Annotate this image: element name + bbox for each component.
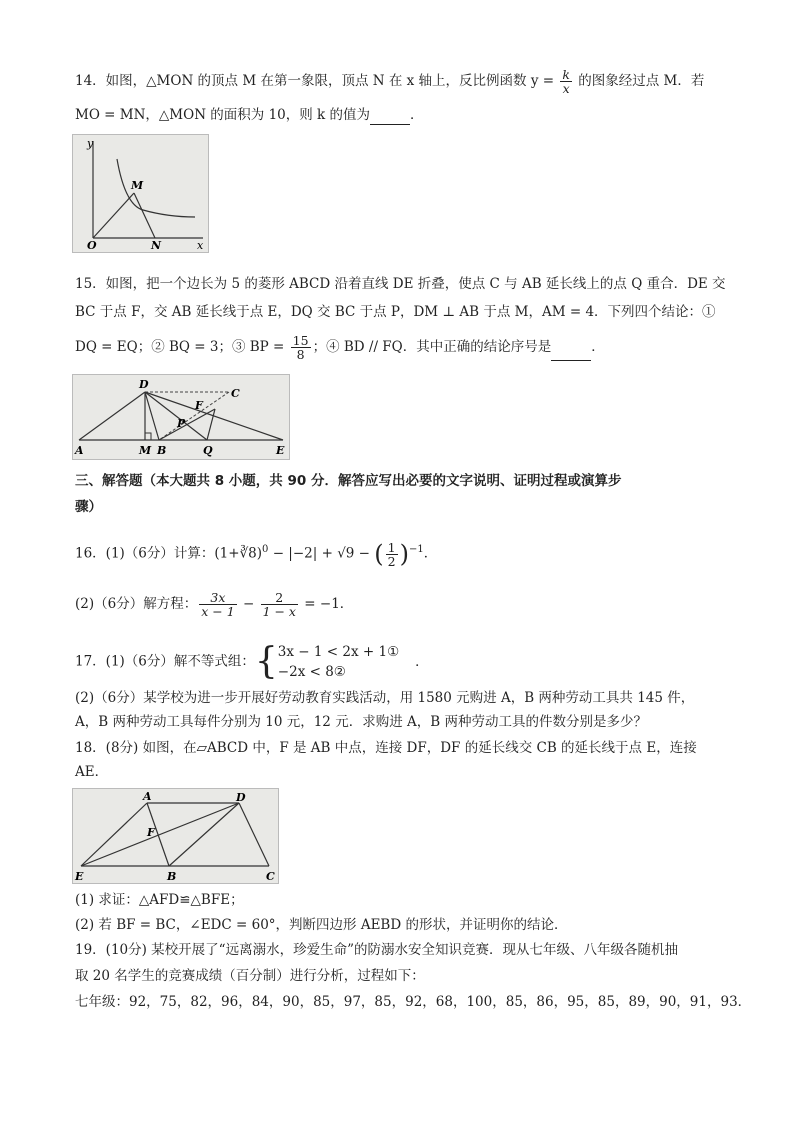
q18-line2: AE． bbox=[75, 764, 109, 780]
right-angle-mark bbox=[145, 433, 151, 440]
q15-diagram bbox=[73, 375, 289, 459]
q18-part2: (2) 若 BF = BC，∠EDC = 60°，判断四边形 AEBD 的形状，并证明你的结论． bbox=[75, 917, 568, 933]
q17-part2-line1: (2)（6分）某学校为进一步开展好劳动教育实践活动，用 1580 元购进 A，B 两种劳动工具共 145 件， bbox=[75, 690, 695, 706]
q14-text-a: 14．如图，△MON 的顶点 M 在第一象限，顶点 N 在 x 轴上，反比例函数 y = bbox=[75, 73, 559, 89]
q14-answer-blank bbox=[370, 110, 410, 125]
label-y: y bbox=[87, 137, 94, 150]
q14-fraction: $\frac{k}{x}$ bbox=[562, 67, 570, 96]
label-e: E bbox=[276, 444, 285, 457]
label-m: M bbox=[139, 444, 152, 457]
q19-line1: 19．(10分) 某校开展了“远离溺水，珍爱生命”的防溺水安全知识竞赛．现从七年级、八年级各随机抽 bbox=[75, 942, 678, 958]
q19-line2: 取 20 名学生的竞赛成绩（百分制）进行分析，过程如下： bbox=[75, 968, 425, 984]
q15-answer-blank bbox=[551, 346, 591, 361]
label-m: M bbox=[131, 179, 144, 192]
segment-ea bbox=[81, 803, 147, 866]
q17-part2-line2: A，B 两种劳动工具每件分别为 10 元，12 元．求购进 A，B 两种劳动工具的件数分别是多少？ bbox=[75, 714, 647, 730]
segment-de bbox=[145, 392, 283, 440]
section3-title-line1: 三、解答题（本大题共 8 小题，共 90 分．解答应写出必要的文字说明、证明过程或演算步 bbox=[75, 473, 622, 489]
label-q: Q bbox=[203, 444, 213, 457]
q14-graph bbox=[73, 135, 208, 252]
q18-part1: (1) 求证：△AFD≌△BFE； bbox=[75, 892, 244, 908]
q18-line1: 18．(8分) 如图，在▱ABCD 中，F 是 AB 中点，连接 DF，DF 的延长线交 CB 的延长线于点 E，连接 bbox=[75, 740, 697, 756]
q14-line2: MO = MN，△MON 的面积为 10，则 k 的值为 ． bbox=[75, 107, 424, 123]
segment-cb bbox=[159, 392, 229, 440]
label-e: E bbox=[75, 870, 84, 883]
q16-expr-a: (1+∛8) bbox=[214, 545, 263, 562]
segment-ed bbox=[81, 803, 239, 866]
q15-fraction: $\frac{15}{8}$ bbox=[292, 333, 309, 362]
label-x: x bbox=[197, 239, 204, 252]
section3-title-line2: 骤） bbox=[75, 499, 102, 515]
q16-frac2: $\frac{2}{1 - x}$ bbox=[262, 590, 296, 619]
segment-om bbox=[93, 193, 134, 238]
segment-ad bbox=[79, 392, 145, 440]
inequality-2: −2x < 8② bbox=[277, 664, 346, 680]
segment-dc bbox=[239, 803, 269, 866]
q17-part1: 17．(1)（6分）解不等式组：{ 3x − 1 < 2x + 1① −2x < 8② ． bbox=[75, 641, 429, 682]
label-c: C bbox=[231, 387, 240, 400]
q16-expr-b: − |−2| + √9 − bbox=[268, 545, 375, 562]
q15-figure bbox=[72, 374, 290, 460]
label-d: D bbox=[236, 791, 246, 804]
segment-mn bbox=[134, 193, 155, 238]
q15-line1: 15．如图，把一个边长为 5 的菱形 ABCD 沿着直线 DE 折叠，使点 C 与 AB 延长线上的点 Q 重合．DE 交 bbox=[75, 276, 726, 292]
label-f: F bbox=[195, 399, 203, 412]
segment-bf bbox=[159, 409, 215, 440]
segment-bd bbox=[169, 803, 239, 866]
label-p: P bbox=[177, 417, 186, 430]
q16-frac1: $\frac{3x}{x - 1}$ bbox=[201, 590, 235, 619]
q16-half: $\frac{1}{2}$ bbox=[387, 539, 396, 569]
q15-line2: BC 于点 F，交 AB 延长线于点 E，DQ 交 BC 于点 P，DM ⊥ AB 于点 M，AM = 4．下列四个结论：① bbox=[75, 304, 716, 320]
label-o: O bbox=[87, 239, 97, 252]
q19-line3: 七年级：92，75，82，96，84，90，85，97，85，92，68，100，85，86，95，85，89，90，91，93． bbox=[75, 994, 752, 1010]
system-brace: { bbox=[254, 641, 278, 682]
inequality-system bbox=[278, 642, 399, 682]
q15-line3: DQ = EQ；② BQ = 3；③ BP = $\frac{15}{8}$ ；④ BD // FQ．其中正确的结论序号是 ． bbox=[75, 333, 605, 362]
label-c: C bbox=[266, 870, 275, 883]
q14-line1 bbox=[75, 68, 704, 95]
label-f: F bbox=[147, 826, 155, 839]
q16-part2: (2)（6分）解方程： $\frac{3x}{x - 1}$ − $\frac{2}{1 - x}$ = −1． bbox=[75, 590, 354, 619]
q14-figure bbox=[72, 134, 209, 253]
q18-diagram bbox=[73, 789, 278, 883]
q16-part1: 16．(1)（6分）计算：(1+∛8)$^0$ − |−2| + √9 − ( $\frac{1}{2}$ )$^{-1}$． bbox=[75, 539, 438, 569]
label-b: B bbox=[157, 444, 167, 457]
label-a: A bbox=[75, 444, 84, 457]
inequality-1: 3x − 1 < 2x + 1① bbox=[277, 644, 400, 660]
label-a: A bbox=[143, 790, 152, 803]
label-b: B bbox=[167, 870, 177, 883]
q14-text-b: 的图象经过点 M．若 bbox=[573, 73, 705, 89]
hyperbola-curve bbox=[117, 159, 195, 217]
label-n: N bbox=[151, 239, 162, 252]
q18-figure bbox=[72, 788, 279, 884]
label-d: D bbox=[139, 378, 149, 391]
